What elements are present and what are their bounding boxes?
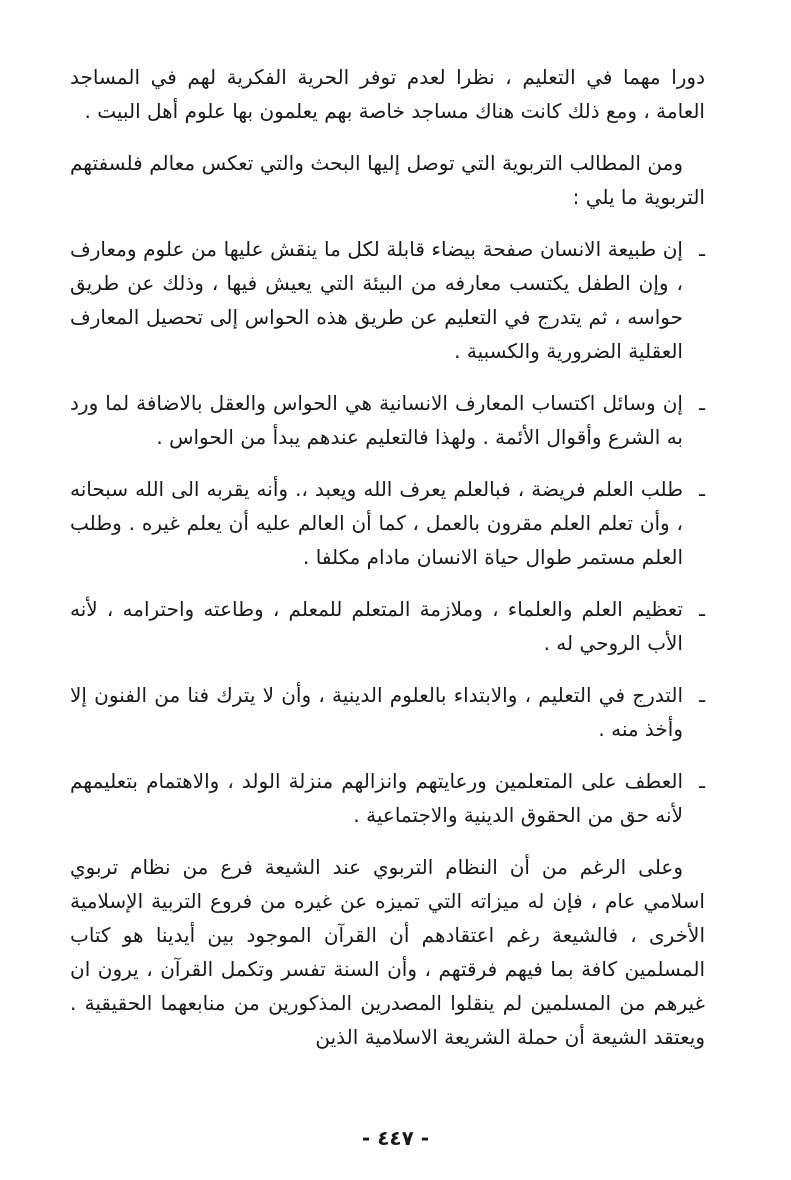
bullet-dash: ـ: [699, 477, 705, 501]
list-item: [70, 764, 705, 832]
list-item: [70, 678, 705, 746]
bullet-dash: ـ: [699, 683, 705, 707]
list-item-text: التدرج في التعليم ، والابتداء بالعلوم الدينية ، وأن لا يترك فنا من الفنون إلا وأخذ منه .: [70, 683, 683, 741]
paragraph-intro: ومن المطالب التربوية التي توصل إليها البحث والتي تعكس معالم فلسفتهم التربوية ما يلي :: [70, 151, 705, 209]
bullet-dash: ـ: [699, 597, 705, 621]
list-item: [70, 386, 705, 454]
paragraph-closing: وعلى الرغم من أن النظام التربوي عند الشيعة فرع من نظام تربوي اسلامي عام ، فإن له ميزاته التي تميزه عن غيره من فروع التربية الإسلامية الأخرى ، فالشيعة رغم اعتقادهم أن القرآن الموجود بين أيدينا هو كتاب المسلمين كافة بما فيهم فرقتهم ، وأن السنة تفسر وتكمل القرآن ، يرون ان غيرهم من المسلمين لم ينقلوا المصدرين المذكورين من منابعهما الحقيقية . ويعتقد الشيعة أن حملة الشريعة الاسلامية الذين: [70, 855, 705, 1049]
list-item-text: إن وسائل اكتساب المعارف الانسانية هي الحواس والعقل بالاضافة لما ورد به الشرع وأقوال الأئمة . ولهذا فالتعليم عندهم يبدأ من الحواس .: [70, 391, 683, 449]
list-item-text: تعظيم العلم والعلماء ، وملازمة المتعلم للمعلم ، وطاعته واحترامه ، لأنه الأب الروحي له .: [70, 597, 683, 655]
list-item-text: العطف على المتعلمين ورعايتهم وانزالهم منزلة الولد ، والاهتمام بتعليمهم لأنه حق من الحقوق الدينية والاجتماعية .: [70, 769, 683, 827]
bullet-list: [70, 232, 705, 832]
list-item: [70, 592, 705, 660]
page-body: [70, 60, 705, 1054]
bullet-dash: ـ: [699, 237, 705, 261]
list-item-text: طلب العلم فريضة ، فبالعلم يعرف الله ويعبد ،. وأنه يقربه الى الله سبحانه ، وأن تعلم العلم مقرون بالعمل ، كما أن العالم عليه أن يعلم غيره . وطلب العلم مستمر طوال حياة الانسان مادام مكلفا .: [70, 477, 683, 569]
paragraph-continuation: دورا مهما في التعليم ، نظرا لعدم توفر الحرية الفكرية لهم في المساجد العامة ، ومع ذلك كانت هناك مساجد خاصة بهم يعلمون بها علوم أهل البيت .: [70, 65, 705, 123]
bullet-dash: ـ: [699, 391, 705, 415]
list-item-text: إن طبيعة الانسان صفحة بيضاء قابلة لكل ما ينقش عليها من علوم ومعارف ، وإن الطفل يكتسب معارفه من البيئة التي يعيش فيها ، وذلك عن طريق حواسه ، ثم يتدرج في التعليم عن طريق هذه الحواس إلى تحصيل المعارف العقلية الضرورية والكسبية .: [70, 237, 683, 363]
bullet-dash: ـ: [699, 769, 705, 793]
page-number: - ٤٤٧ -: [361, 1126, 430, 1150]
list-item: [70, 472, 705, 574]
list-item: [70, 232, 705, 368]
